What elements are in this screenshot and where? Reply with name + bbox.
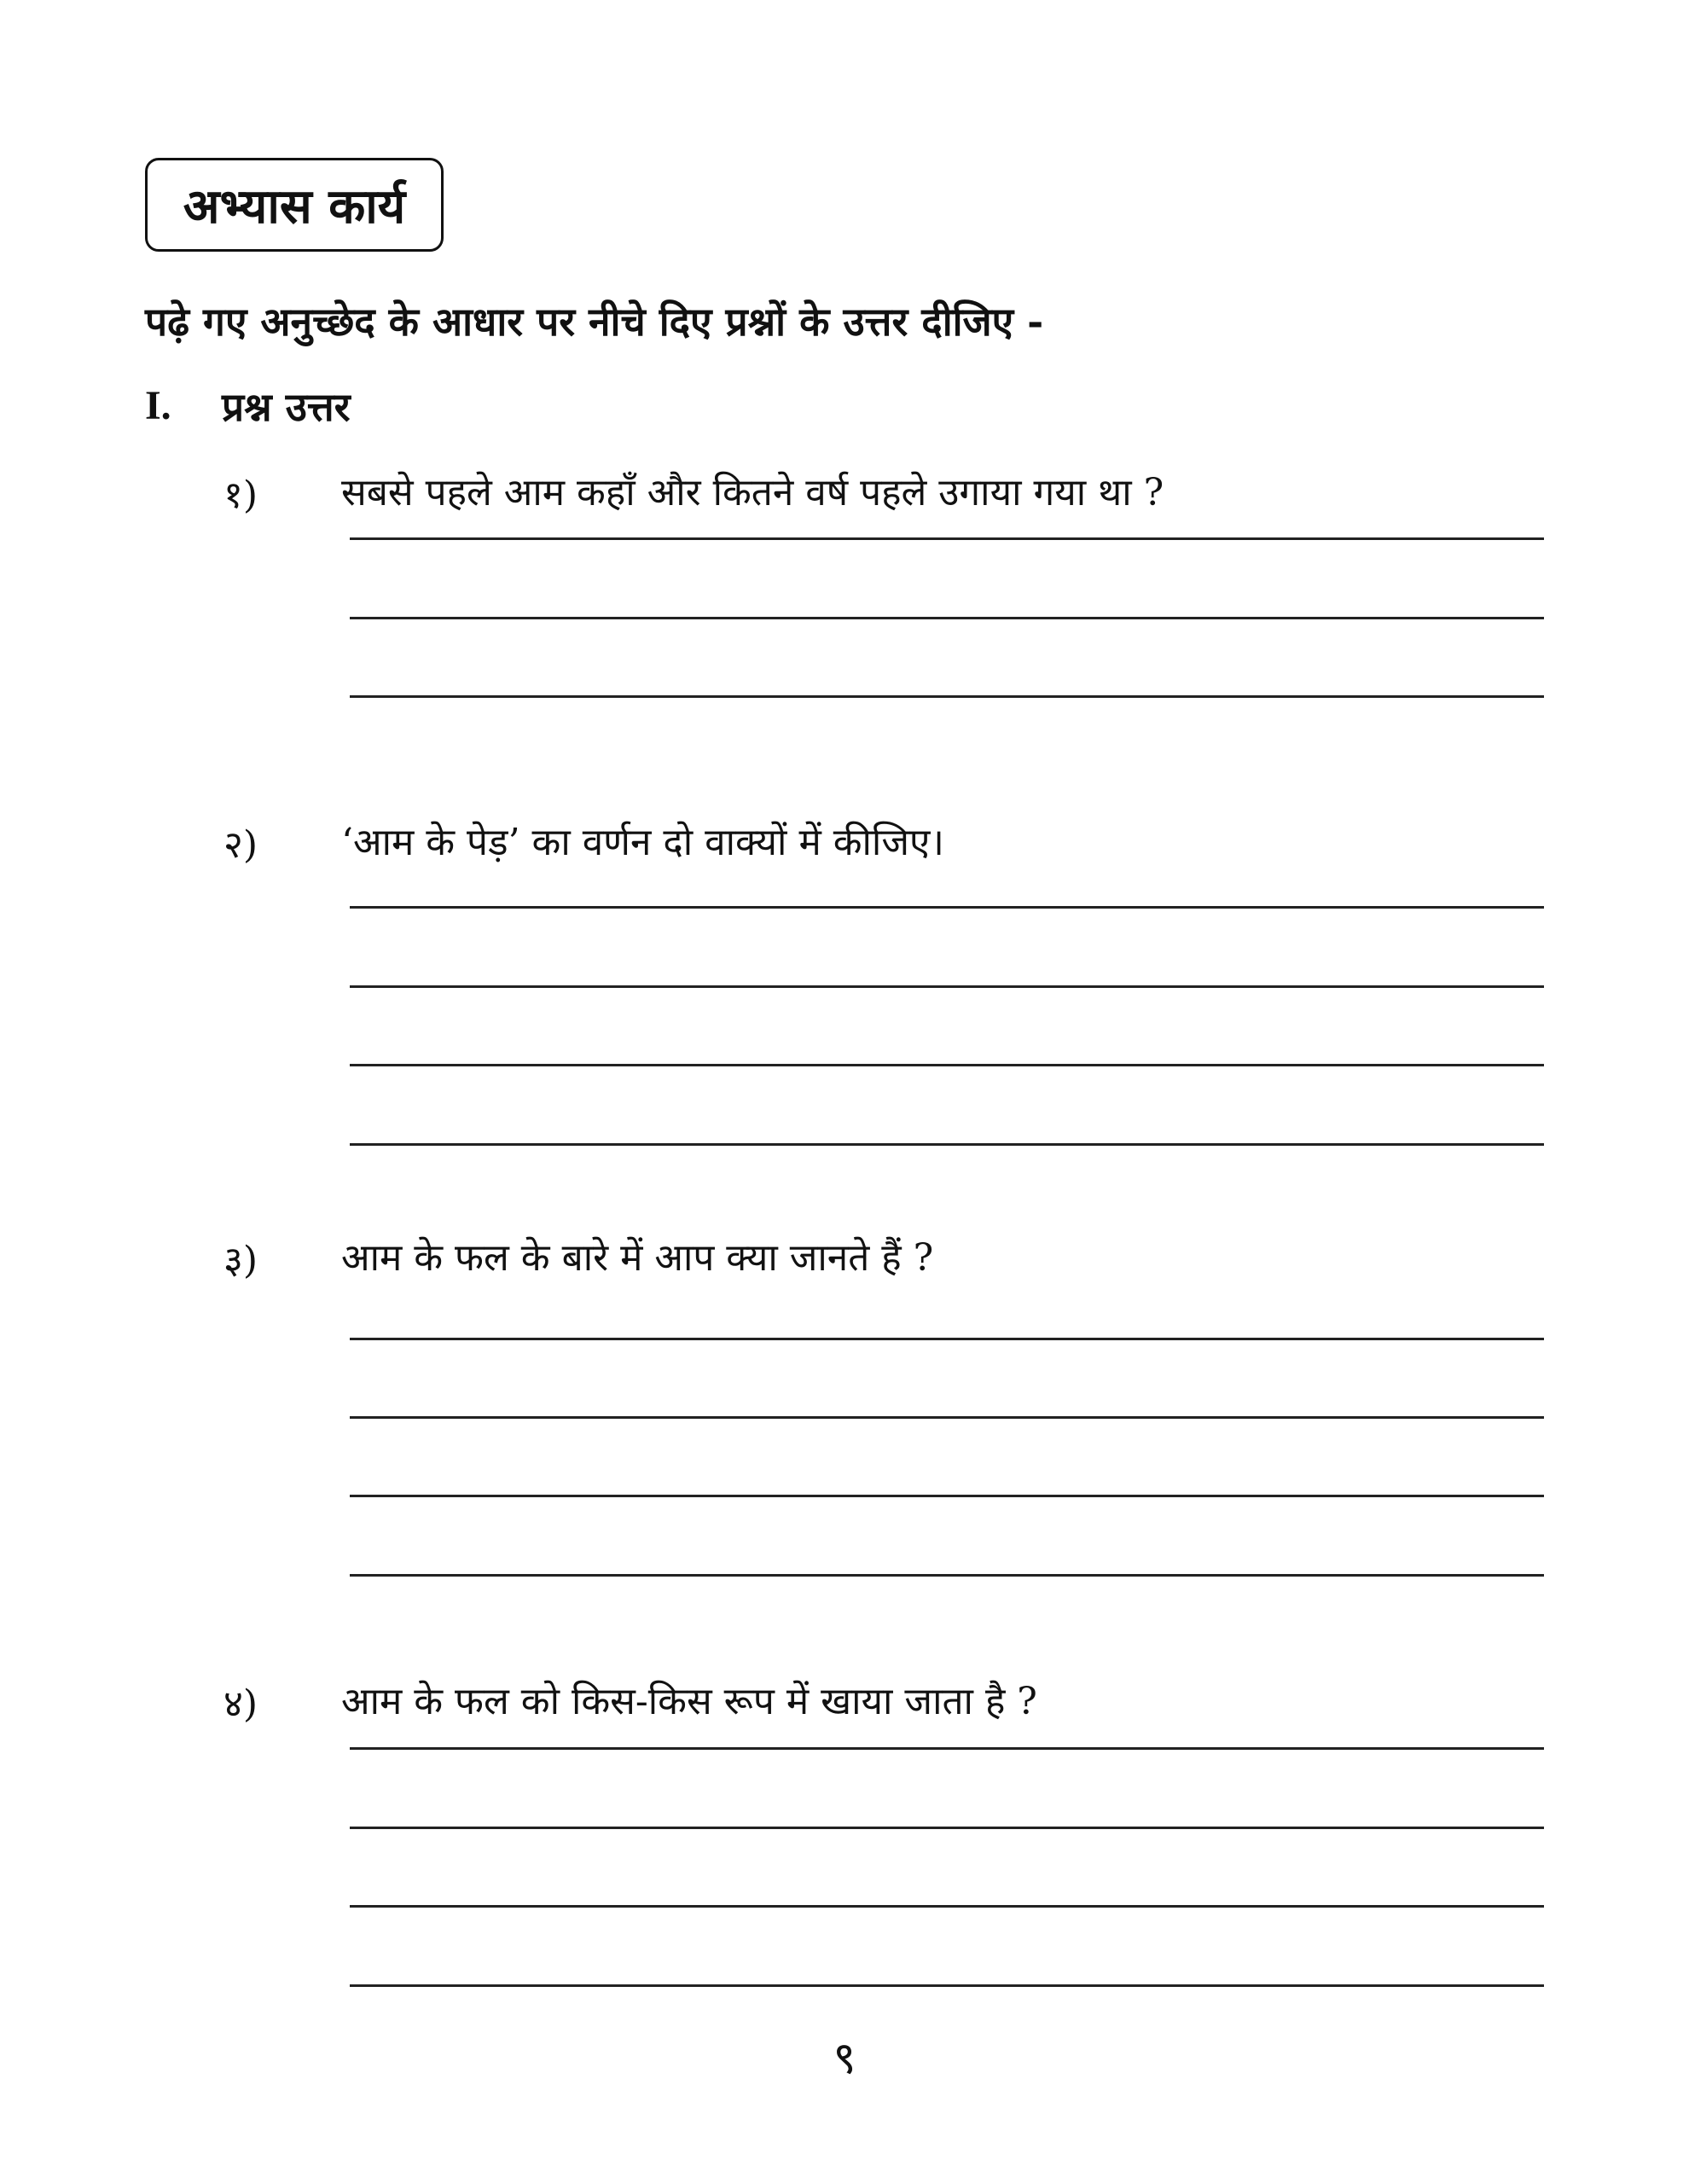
instruction-text: पढ़े गए अनुच्छेद के आधार पर नीचे दिए प्रश्नों के उत्तर दीजिए -: [145, 299, 1044, 345]
page-number: ९: [833, 2033, 856, 2084]
answer-line[interactable]: [350, 695, 1544, 698]
answer-line[interactable]: [350, 1574, 1544, 1577]
section-title: प्रश्न उत्तर: [222, 384, 351, 430]
section-number: I.: [145, 383, 171, 428]
question-4-number: ४): [223, 1682, 258, 1726]
answer-line[interactable]: [350, 906, 1544, 909]
answer-line[interactable]: [350, 1747, 1544, 1750]
answer-line[interactable]: [350, 1338, 1544, 1340]
answer-line[interactable]: [350, 1064, 1544, 1066]
exercise-heading: अभ्यास कार्य: [183, 178, 406, 235]
answer-line[interactable]: [350, 1905, 1544, 1908]
question-3-number: ३): [223, 1239, 258, 1282]
question-2-number: २): [223, 823, 258, 867]
question-3-text: आम के फल के बारे में आप क्या जानते हैं ?: [341, 1236, 934, 1280]
answer-line[interactable]: [350, 985, 1544, 988]
question-4-text: आम के फल को किस-किस रूप में खाया जाता है ?: [341, 1680, 1037, 1723]
question-1-text: सबसे पहले आम कहाँ और कितने वर्ष पहले उगाया गया था ?: [341, 471, 1164, 514]
answer-line[interactable]: [350, 617, 1544, 619]
answer-line[interactable]: [350, 1416, 1544, 1419]
exercise-heading-box: [145, 158, 444, 252]
question-2-text: ‘आम के पेड़’ का वर्णन दो वाक्यों में कीजिए।: [341, 821, 944, 864]
question-1-number: १): [223, 473, 258, 517]
answer-line[interactable]: [350, 537, 1544, 540]
answer-line[interactable]: [350, 1143, 1544, 1146]
answer-line[interactable]: [350, 1984, 1544, 1987]
answer-line[interactable]: [350, 1495, 1544, 1497]
answer-line[interactable]: [350, 1827, 1544, 1829]
